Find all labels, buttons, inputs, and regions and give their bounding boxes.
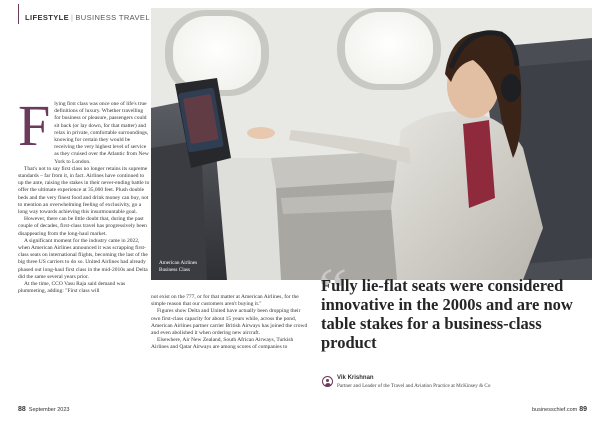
header-accent-rule [18, 4, 19, 24]
article-column-middle [151, 294, 311, 352]
photo-caption [159, 260, 219, 273]
person-icon [322, 376, 333, 387]
cabin-illustration [151, 8, 592, 280]
article-paragraph: At the time, CCO Vasu Raja said demand was plummeting, adding: "First class will [18, 281, 126, 295]
subsection-label: BUSINESS TRAVEL [75, 13, 150, 22]
section-label: LIFESTYLE [25, 13, 70, 22]
quote-mark-icon: “ [318, 255, 348, 328]
article-paragraph: A significant moment for the industry came in 2022, when American Airlines announced it was scrapping first-class seats on international flights, becoming the last of the big three US carriers to do so. United Airlines had already phased out long-haul first class in the mid-2010s and Delta did the same several years prior. [18, 237, 148, 280]
site-name: businesschief.com [532, 407, 578, 413]
article-paragraph: Figures show Delta and United have actually been dropping their own first-class capacity for about 15 years while, across the pond, American Airlines partner carrier British Airways has joined the crowd and even abolished it when ordering new aircraft. [151, 308, 308, 337]
pull-quote: Fully lie-flat seats were considered innovative in the 2000s and are now table stakes for a business-class product [321, 276, 573, 352]
issue-date: September 2023 [28, 407, 70, 413]
section-separator: | [71, 13, 74, 22]
article-paragraph: That's not to say first class no longer retains its supreme standards – far from it, in fact. Airlines have continued to up the ante, raising the stakes in their never-ending battle to offer the ultimate experience at 35,000 feet. Plush double beds and the very finest food and drink money can buy, not to mention an overwhelming feeling of exclusivity, go a long way towards achieving this insurmountable goal. [18, 165, 150, 216]
caption-line-2: Business Class [159, 266, 190, 273]
footer-right [532, 406, 587, 413]
author-name: Vik Krishnan [337, 375, 374, 381]
article-paragraph: not exist on the 777, or for that matter at American Airlines, for the simple reason that our customers aren't buying it." [151, 294, 299, 308]
article-paragraph: lying first class was once one of life's true definitions of luxury. Whether travelling for business or pleasure, passengers could sit back (or lay down, for that matter) and relax in private, comfortable surroundings, knowing for certain they would be receiving the very highest level of service as they cruised over the Atlantic from New York to London. [54, 101, 149, 165]
hero-photo [151, 8, 592, 280]
drop-cap: F [18, 93, 51, 158]
page-number-right: 89 [579, 406, 588, 413]
section-header [25, 13, 150, 22]
author-title: Partner and Leader of the Travel and Aviation Practice at McKinsey & Co [337, 383, 491, 389]
window-right [345, 12, 433, 84]
page-number-left: 88 [18, 406, 26, 413]
article-paragraph: Elsewhere, Air New Zealand, South African Airways, Turkish Airlines and Qatar Airways are among scores of companies to [151, 337, 294, 351]
article-column-left [18, 93, 150, 295]
caption-line-1: American Airlines [159, 260, 198, 266]
article-paragraph: However, there can be little doubt that, during the past couple of decades, first-class travel has progressively been disappearing from the long-haul market. [18, 216, 147, 237]
footer-left [18, 406, 69, 413]
